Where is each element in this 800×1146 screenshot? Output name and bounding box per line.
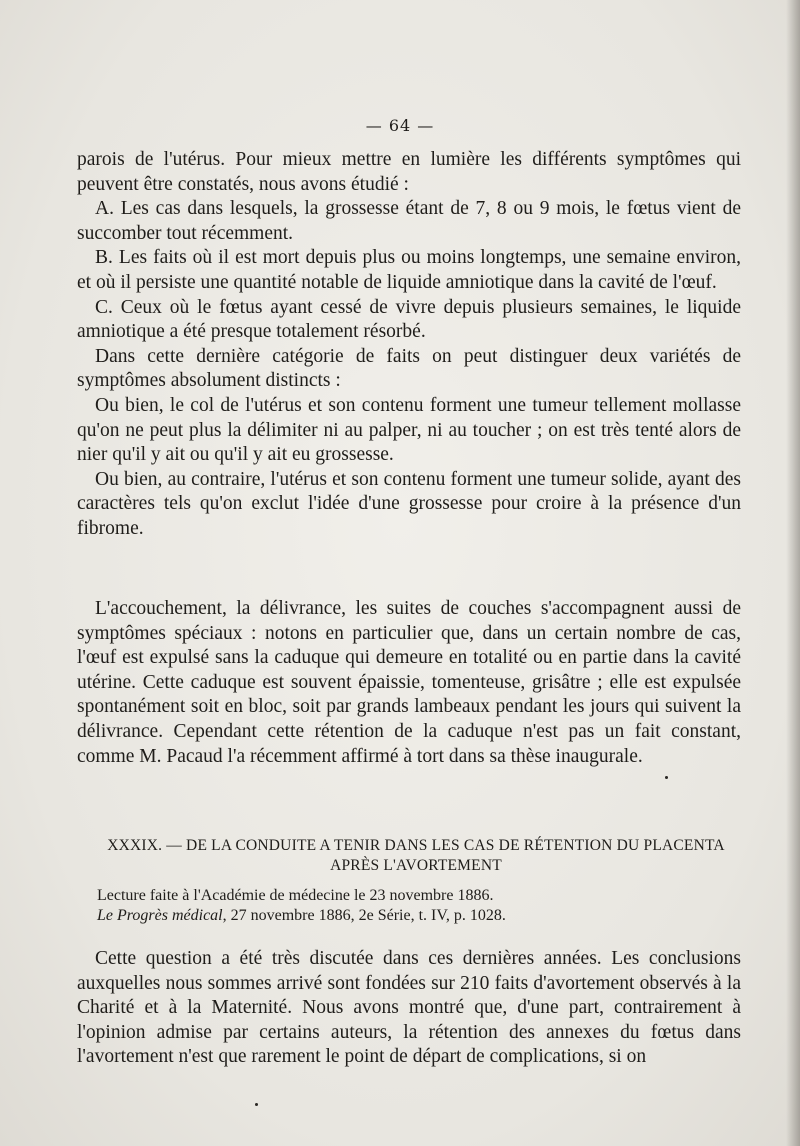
paragraph-case-b: B. Les faits où il est mort depuis plus ou moins longtemps, une semaine environ, et où il persiste une quantité notable de liquide amniotique dans la cavité de l'œuf. [77,247,741,293]
paragraph-question: Cette question a été très discutée dans ces dernières années. Les conclusions auxquelles nous sommes arrivé sont fondées sur 210 faits d'avortement observés à la Charité et à la Maternité. Nous avons montré que, d'une part, contrairement à l'opinion admise par certains auteurs, la rétention des annexes du fœtus dans l'avortement n'est que rarement le point de départ de complications, si on [77,948,741,1068]
source-journal: Le Progrès médical [97,907,223,924]
paragraph-case-a: A. Les cas dans lesquels, la grossesse étant de 7, 8 ou 9 mois, le fœtus vient de succomber tout récemment. [77,198,741,244]
ink-speck [255,1103,258,1106]
section-heading [96,836,736,876]
ink-speck [665,776,668,779]
section-source [97,886,737,926]
source-details: , 27 novembre 1886, 2e Série, t. IV, p. 1028. [222,907,506,924]
body-text-block-3 [77,947,741,1070]
paragraph-delivery: L'accouchement, la délivrance, les suites de couches s'accompagnent aussi de symptômes spéciaux : notons en particulier que, dans un certain nombre de cas, l'œuf est expulsé sans la caduque qui demeure en totalité ou en partie dans la cavité utérine. Cette caduque est souvent épaissie, tomenteuse, grisâtre ; elle est expulsée spontanément soit en bloc, soit par grands lambeaux pendant les jours qui suivent la délivrance. Cependant cette rétention de la caduque n'est pas un fait constant, comme M. Pacaud l'a récemment affirmé à tort dans sa thèse inaugurale. [77,598,741,767]
body-text-block-2 [77,597,741,769]
body-text-block-1 [77,148,741,542]
paragraph-intro: parois de l'utérus. Pour mieux mettre en lumière les différents symptômes qui peuvent être constatés, nous avons étudié : [77,149,741,195]
source-citation [97,906,737,926]
section-heading-line-1: XXXIX. — DE LA CONDUITE A TENIR DANS LES CAS DE RÉTENTION DU PLACENTA [107,837,725,854]
page-edge-shadow [786,0,800,1146]
source-lecture: Lecture faite à l'Académie de médecine le 23 novembre 1886. [97,887,494,904]
page-number: — 64 — [365,116,435,135]
paragraph-case-c: C. Ceux où le fœtus ayant cessé de vivre depuis plusieurs semaines, le liquide amniotique a été presque totalement résorbé. [77,296,741,343]
paragraph-solid-tumor: Ou bien, au contraire, l'utérus et son contenu forment une tumeur solide, ayant des caractères tels qu'on exclut l'idée d'une grossesse pour croire à la présence d'un fibrome. [77,468,741,539]
paragraph-varieties: Dans cette dernière catégorie de faits on peut distinguer deux variétés de symptômes absolument distincts : [77,345,741,392]
section-heading-line-2: APRÈS L'AVORTEMENT [330,857,502,874]
paragraph-soft-tumor: Ou bien, le col de l'utérus et son contenu forment une tumeur tellement mollasse qu'on ne peut plus la délimiter ni au palper, ni au toucher ; on est très tenté alors de nier qu'il y ait ou qu'il y ait eu grossesse. [77,394,741,466]
